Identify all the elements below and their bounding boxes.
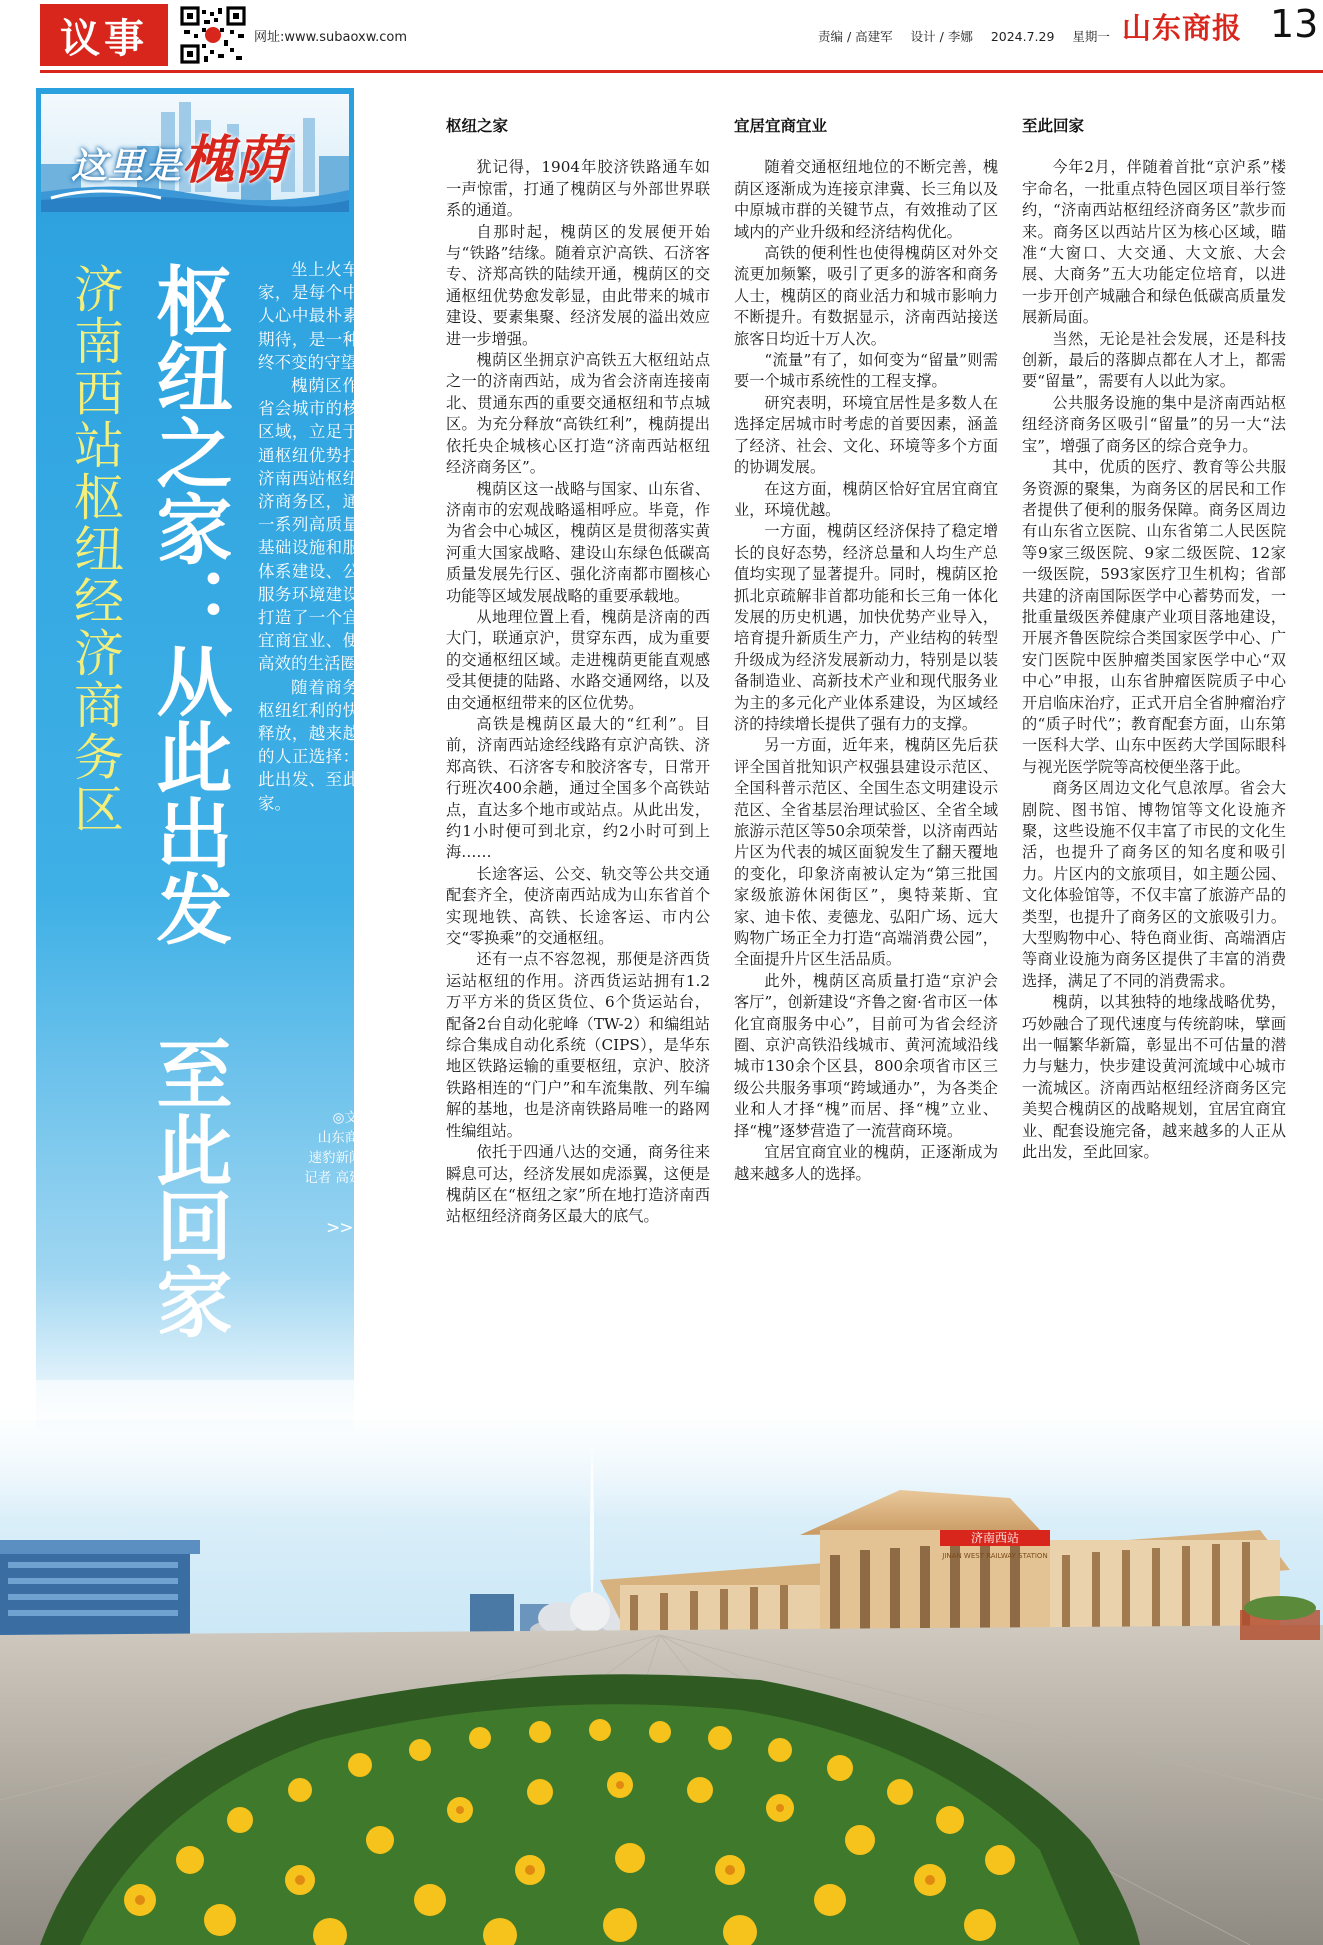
- intro-paragraph: 随着商务区枢纽红利的快速释放，越来越多的人正选择：从此出发、至此回家。: [258, 677, 376, 813]
- qr-code-icon[interactable]: [180, 6, 246, 64]
- body-paragraph: 在这方面，槐荫区恰好宜居宜商宜业，环境优越。: [734, 479, 998, 519]
- issue-date: 2024.7.29: [990, 29, 1055, 44]
- masthead: [0, 0, 1323, 76]
- article-subtitle: 济南西站枢纽经济商务区: [66, 263, 124, 835]
- body-paragraph: 随着交通枢纽地位的不断完善，槐荫区逐渐成为连接京津冀、长三角以及中原城市群的关键节点，有效推动了区域内的产业升级和经济结构优化。: [734, 158, 998, 241]
- station-sign-en: JINAN WEST RAILWAY STATION: [942, 1552, 1048, 1560]
- body-paragraph: 还有一点不容忽视，那便是济西货运站枢纽的作用。济西货运站拥有1.2万平方米的货区货位、6个货运站台，配备2台自动化驼峰（TW-2）和编组站综合集成自动化系统（CIPS），是华东地区铁路运输的重要枢纽，京沪、胶济铁路相连的“门户”和车流集散、列车编解的基地，也是济南铁路局唯一的路网性编组站。: [446, 950, 710, 1140]
- logo-text-part1: 这里是: [71, 146, 183, 187]
- article-byline: [258, 1108, 376, 1188]
- page-credits: [818, 27, 1124, 45]
- body-paragraph: 当然，无论是社会发展，还是科技创新，最后的落脚点都在人才上，都需要“留量”，需要有人以此为家。: [1022, 329, 1286, 391]
- byline-line: 速豹新闻网: [308, 1150, 376, 1166]
- body-paragraph: 依托于四通八达的交通，商务往来瞬息可达，经济发展如虎添翼，这便是槐荫区在“枢纽之家”所在地打造济南西站枢纽经济商务区最大的底气。: [446, 1143, 710, 1226]
- body-paragraph: 商务区周边文化气息浓厚。省会大剧院、图书馆、博物馆等文化设施齐聚，这些设施不仅丰富了市民的文化生活，也提升了商务区的知名度和吸引力。片区内的文旅项目，如主题公园、文化体验馆等，不仅丰富了旅游产品的类型，也提升了商务区的文旅吸引力。大型购物中心、特色商业街、高端酒店等商业设施为商务区提供了丰富的消费选择，满足了不同的消费需求。: [1022, 779, 1286, 990]
- body-paragraph: 长途客运、公交、轨交等公共交通配套齐全，使济南西站成为山东省首个实现地铁、高铁、长途客运、市内公交“零换乘”的交通枢纽。: [446, 864, 710, 948]
- body-paragraph: 高铁的便利性也使得槐荫区对外交流更加频繁，吸引了更多的游客和商务人士，槐荫区的商业活力和城市影响力不断提升。有数据显示，济南西站接送旅客日均近十万人次。: [734, 244, 998, 348]
- article-column-3: [1022, 116, 1286, 1164]
- body-paragraph: 槐荫区坐拥京沪高铁五大枢纽站点之一的济南西站，成为省会济南连接南北、贯通东西的重要交通枢纽和节点城区。为充分释放“高铁红利”，槐荫提出依托央企城核心区打造“济南西站枢纽经济商务区”。: [446, 351, 710, 477]
- header-rule: [40, 70, 1323, 73]
- body-paragraph: 另一方面，近年来，槐荫区先后获评全国首批知识产权强县建设示范区、全国科普示范区、全国生态文明建设示范区、全省基层治理试验区、全省全域旅游示范区等50余项荣誉，以济南西站片区为代表的城区面貌发生了翻天覆地的变化，印象济南被认定为“第三批国家级旅游休闲街区”，奥特莱斯、宜家、迪卡侬、麦德龙、弘阳广场、远大购物广场正全力打造“高端消费公园”，全面提升片区生活品质。: [734, 736, 998, 969]
- continue-arrows-icon: >>>: [326, 1218, 366, 1238]
- body-paragraph: 一方面，槐荫区经济保持了稳定增长的良好态势，经济总量和人均生产总值均实现了显著提升。同时，槐荫区抢抓北京疏解非首都功能和长三角一体化发展的历史机遇，加快优势产业导入，培育提升新质生产力，产业结构的转型升级成为经济发展新动力，特别是以装备制造业、高新技术产业和现代服务业为主的多元化产业体系建设，为区域经济的持续增长提供了强有力的支撑。: [734, 522, 998, 733]
- issue-weekday: 星期一: [1072, 29, 1110, 44]
- intro-paragraph: 槐荫区作为省会城市的核心区域，立足于交通枢纽优势打造济南西站枢纽经济商务区，通过一系列高质量的基础设施和服务体系建设、公共服务环境建设，打造了一个宜居宜商宜业、便利高效的生活圈。: [258, 376, 376, 674]
- body-paragraph: 此外，槐荫区高质量打造“京沪会客厅”，创新建设“齐鲁之窗·省市区一体化宜商服务中心”，目前可为省会经济圈、京沪高铁沿线城市、黄河流域沿线城市130余个区县，800余项省市区三级公共服务事项“跨域通办”，为各类企业和人才择“槐”而居、择“槐”立业、择“槐”逐梦营造了一流营商环境。: [734, 971, 998, 1140]
- article-column-2: [734, 116, 998, 1185]
- body-paragraph: “流量”有了，如何变为“留量”则需要一个城市系统性的工程支撑。: [734, 351, 998, 391]
- editor-credit: 责编 / 高建军: [818, 29, 893, 44]
- logo-text-part2: 槐荫: [182, 131, 289, 191]
- byline-line: 记者 高建军: [304, 1170, 376, 1186]
- column-heading: 宜居宜商宜业: [734, 117, 828, 135]
- station-sign: 济南西站: [970, 1531, 1020, 1545]
- article-title: 枢纽之家：从此出发 至此回家: [144, 262, 233, 1339]
- column-heading: 至此回家: [1022, 117, 1085, 135]
- body-paragraph: 高铁是槐荫区最大的“红利”。目前，济南西站途经线路有京沪高铁、济郑高铁、石济客专和胶济客专，日常开行班次400余趟，通过全国多个高铁站点，直达多个地市或站点。从此出发，约1小时便可到北京，约2小时可到上海……: [446, 714, 710, 862]
- body-paragraph: 犹记得，1904年胶济铁路通车如一声惊雷，打通了槐荫区与外部世界联系的通道。: [446, 158, 710, 220]
- body-paragraph: 公共服务设施的集中是济南西站枢纽经济商务区吸引“留量”的另一大“法宝”，增强了商务区的综合竞争力。: [1022, 393, 1286, 455]
- body-paragraph: 其中，优质的医疗、教育等公共服务资源的聚集，为商务区的居民和工作者提供了便利的服务保障。商务区周边有山东省立医院、山东省第二人民医院等9家三级医院、9家二级医院、12家一级医院，593家医疗卫生机构；省部共建的济南国际医学中心蓄势而发，一批重量级医养健康产业项目落地建设，开展齐鲁医院综合类国家医学中心、广安门医院中医肿瘤类国家医学中心“双中心”申报，山东省肿瘤医院质子中心开启临床治疗，正式开启全省肿瘤治疗的“质子时代”；教育配套方面，山东第一医科大学、山东中医药大学国际眼科与视光医学院等高校便坐落于此。: [1022, 458, 1286, 776]
- byline-line: ◎文/图: [332, 1110, 376, 1126]
- column-heading: 枢纽之家: [446, 117, 509, 135]
- page-number: 13: [1270, 2, 1319, 46]
- body-paragraph: 今年2月，伴随着首批“京沪系”楼宇命名，一批重点特色园区项目举行签约，“济南西站枢纽经济商务区”款步而来。商务区以西站片区为核心区域，瞄准“大窗口、大交通、大文旅、大会展、大商务”五大功能定位培育，以进一步开创产城融合和绿色低碳高质量发展新局面。: [1022, 158, 1286, 327]
- body-paragraph: 槐荫区这一战略与国家、山东省、济南市的宏观战略遥相呼应。毕竟，作为省会中心城区，槐荫区是贯彻落实黄河重大国家战略、建设山东绿色低碳高质量发展先行区、强化济南都市圈核心功能等区域发展战略的重要承载地。: [446, 479, 710, 605]
- byline-line: 山东商报·: [317, 1130, 376, 1146]
- body-paragraph: 从地理位置上看，槐荫是济南的西大门，联通京沪，贯穿东西，成为重要的交通枢纽区域。走进槐荫更能直观感受其便捷的陆路、水路交通网络，以及由交通枢纽带来的区位优势。: [446, 607, 710, 712]
- designer-credit: 设计 / 李娜: [910, 29, 973, 44]
- article-column-1: [446, 116, 710, 1228]
- newspaper-brand: 山东商报: [1122, 11, 1243, 45]
- body-paragraph: 槐荫，以其独特的地缘战略优势，巧妙融合了现代速度与传统韵味，擘画出一幅繁华新篇，彰显出不可估量的潜力与魅力，快步建设黄河流域中心城市一流城区。济南西站枢纽经济商务区完美契合槐荫区的战略规划，宜居宜商宜业、配套设施完备，越来越多的人正从此出发，至此回家。: [1022, 993, 1286, 1162]
- body-paragraph: 研究表明，环境宜居性是多数人在选择定居城市时考虑的首要因素，涵盖了经济、社会、文化、环境等多个方面的协调发展。: [734, 393, 998, 477]
- body-paragraph: 宜居宜商宜业的槐荫，正逐渐成为越来越多人的选择。: [734, 1143, 998, 1183]
- column-logo-text: [71, 118, 288, 193]
- jinan-west-station-illustration: [0, 1380, 1323, 1945]
- body-paragraph: 自那时起，槐荫区的发展便开始与“铁路”结缘。随着京沪高铁、石济客专、济郑高铁的陆续开通，槐荫区的交通枢纽优势愈发彰显，由此带来的城市建设、要素集聚、经济发展的溢出效应进一步增强。: [446, 222, 710, 348]
- intro-paragraph: 坐上火车回家，是每个中国人心中最朴素的期待，是一种始终不变的守望。: [258, 260, 376, 372]
- article-intro: [258, 258, 376, 815]
- column-logo: [41, 94, 349, 212]
- feature-side-panel: [36, 88, 376, 1433]
- website-url[interactable]: 网址:www.subaoxw.com: [254, 30, 408, 45]
- section-tag: 议事: [40, 4, 168, 66]
- station-photo: [0, 1380, 1323, 1945]
